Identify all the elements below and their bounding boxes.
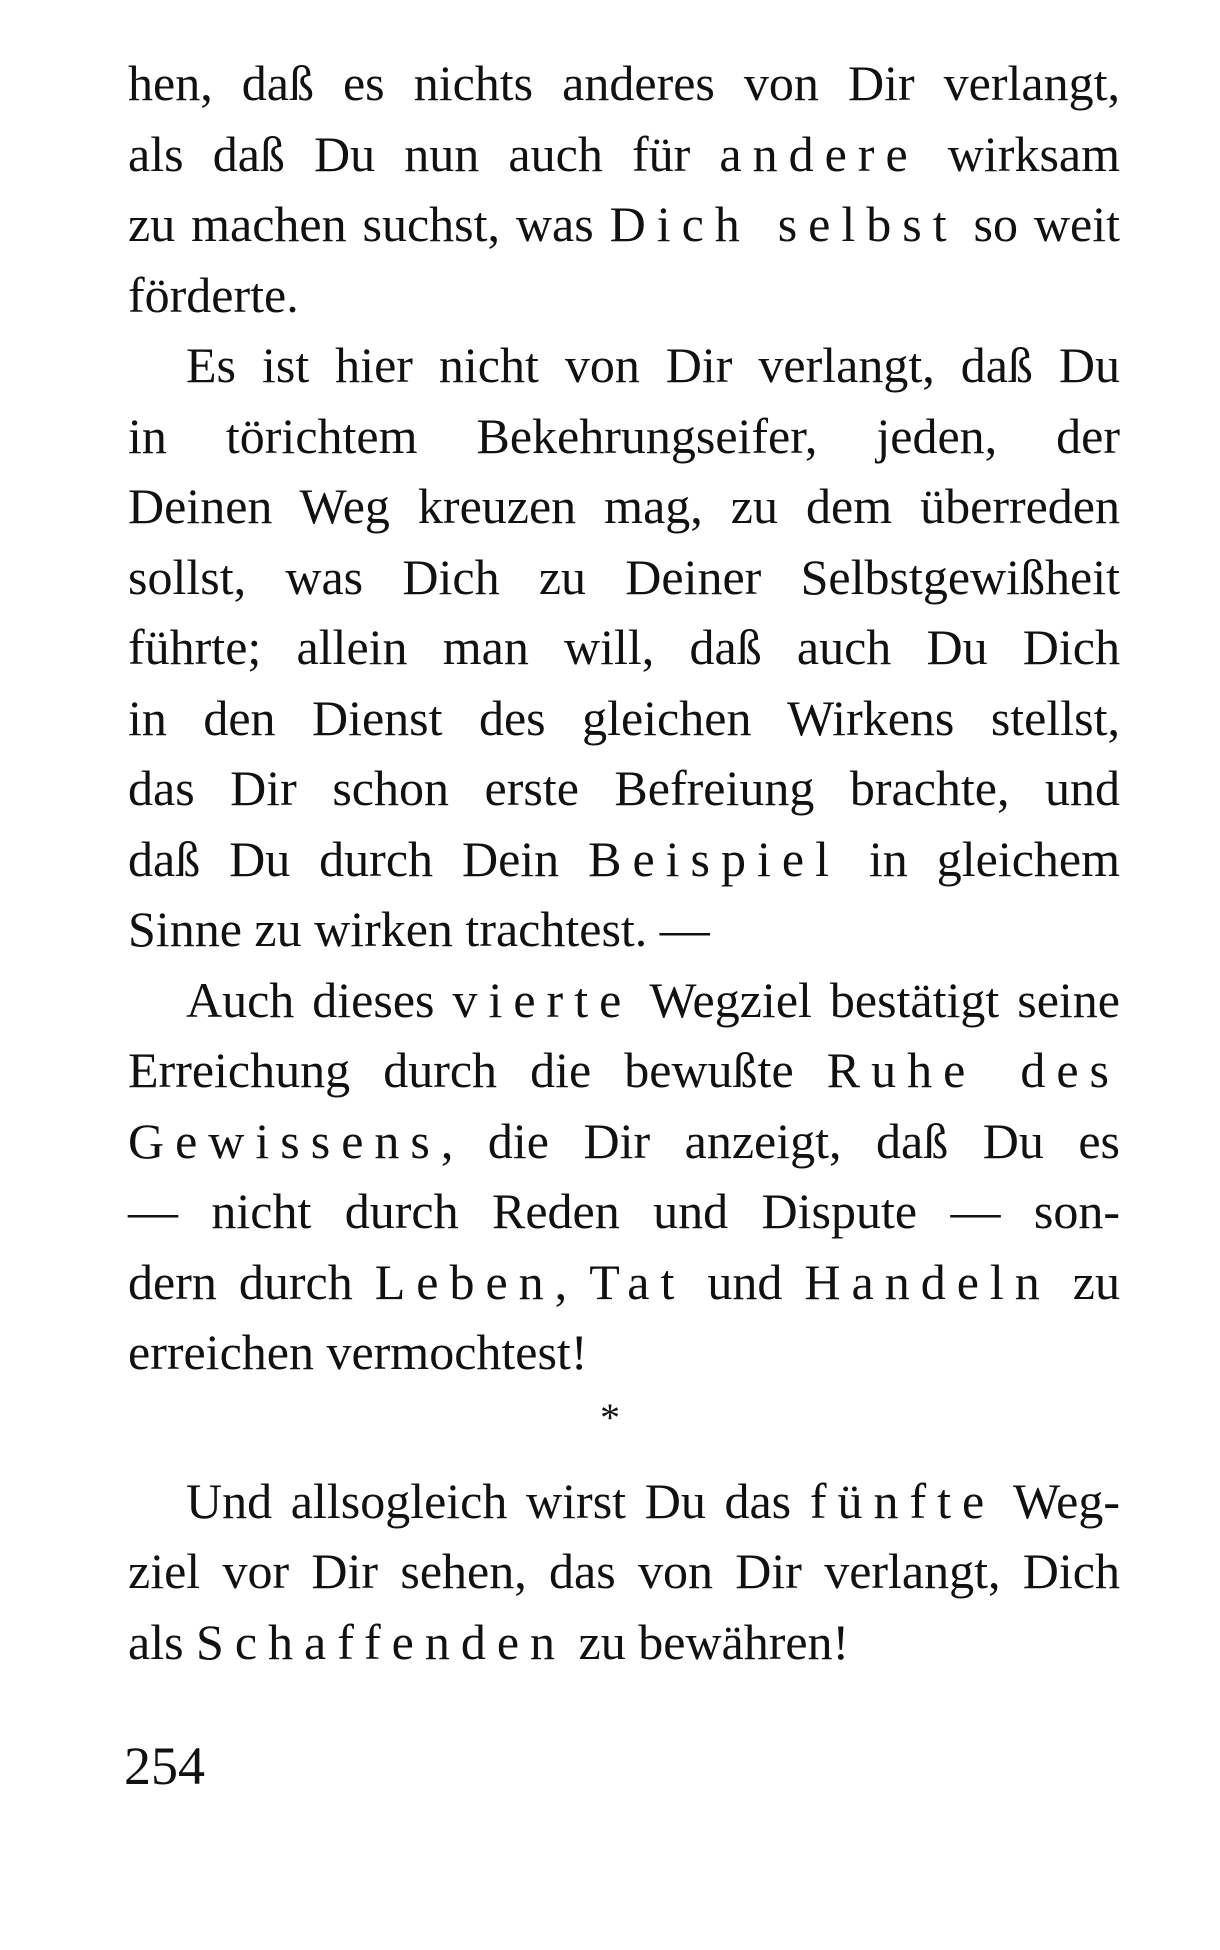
text-line [128, 1106, 1120, 1177]
text-run: führte; allein man will, daß auch Du Dich [128, 619, 1120, 675]
text-run: Es ist hier nicht von Dir verlangt, daß Du [186, 337, 1120, 393]
book-page [128, 48, 1120, 1677]
page-number: 254 [124, 1736, 205, 1796]
text-run: als daß Du nun auch für [128, 125, 720, 182]
text-run: sollst, was Dich zu Deiner Selbstgewißheit [128, 548, 1120, 605]
emphasized-text: Dich selbst [609, 196, 958, 252]
text-run: Wegziel bestätigt seine [632, 971, 1120, 1028]
text-run: so weit [957, 196, 1121, 252]
text-run: dern durch [128, 1253, 375, 1310]
text-line [128, 1607, 1120, 1678]
paragraph-2 [128, 330, 1120, 965]
paragraph [128, 1466, 1120, 1678]
text-run: das Dir schon erste Befreiung brachte, und [128, 760, 1120, 816]
text-line [128, 471, 1120, 542]
text-run: Sinne zu wirken trachtest. — [128, 901, 710, 957]
text-line [128, 119, 1120, 190]
text-run: in gleichem [839, 830, 1120, 887]
emphasized-text: Leben [374, 1253, 555, 1310]
text-line [128, 542, 1120, 613]
text-run: in den Dienst des gleichen Wirkens stellst, [128, 689, 1120, 746]
paragraph-4 [128, 1466, 1120, 1678]
text-line [128, 1035, 1120, 1106]
paragraph [128, 48, 1120, 1388]
emphasized-text: Tat [589, 1253, 686, 1310]
text-run: hen, daß es nichts anderes von Dir verlangt, [128, 55, 1120, 111]
text-run: förderte. [128, 266, 299, 323]
text-run: ziel vor Dir sehen, das von Dir verlangt, Dich [128, 1543, 1120, 1599]
text-run: Erreichung durch die bewußte [128, 1042, 827, 1098]
emphasized-text: vierte [452, 971, 633, 1028]
text-run: Auch dieses [186, 971, 453, 1028]
text-line [128, 330, 1120, 401]
text-line [128, 401, 1120, 472]
text-run: wirksam [918, 125, 1120, 182]
text-run: Weg- [995, 1472, 1120, 1529]
emphasized-text: Gewissens [128, 1112, 441, 1169]
paragraph-1 [128, 48, 1120, 330]
text-line [128, 1176, 1120, 1247]
text-run: als [128, 1613, 197, 1670]
text-line [128, 189, 1120, 260]
text-run: , [554, 1253, 590, 1310]
text-line [128, 1536, 1120, 1607]
text-line [128, 260, 1120, 331]
text-run: zu bewähren! [566, 1613, 850, 1670]
emphasized-text: andere [719, 125, 919, 182]
text-line [128, 753, 1120, 824]
text-run: zu machen suchst, was [128, 196, 610, 252]
text-run: — nicht durch Reden und Dispute — son- [128, 1183, 1120, 1239]
text-run: Deinen Weg kreuzen mag, zu dem überreden [128, 478, 1120, 534]
text-line [128, 683, 1120, 754]
text-run: und [685, 1253, 805, 1310]
text-line [128, 612, 1120, 683]
text-line [128, 824, 1120, 895]
emphasized-text: Beispiel [588, 830, 840, 887]
emphasized-text: Handeln [804, 1253, 1051, 1310]
text-line [128, 48, 1120, 119]
text-run: Und allsogleich wirst Du das [186, 1472, 810, 1529]
text-line [128, 965, 1120, 1036]
emphasized-text: Ruhe des [826, 1042, 1120, 1098]
section-break-asterisk: * [600, 1395, 620, 1440]
text-run: erreichen vermochtest! [128, 1324, 588, 1380]
emphasized-text: Schaffenden [196, 1613, 567, 1670]
text-line [128, 1466, 1120, 1537]
paragraph-3 [128, 965, 1120, 1388]
text-run: daß Du durch Dein [128, 830, 589, 887]
text-run: , die Dir anzeigt, daß Du es [440, 1112, 1120, 1169]
text-line [128, 894, 1120, 965]
text-line [128, 1317, 1120, 1388]
text-run: zu [1050, 1253, 1120, 1310]
emphasized-text: fünfte [809, 1472, 996, 1529]
text-run: in törichtem Bekehrungseifer, jeden, der [128, 407, 1120, 464]
text-line [128, 1247, 1120, 1318]
